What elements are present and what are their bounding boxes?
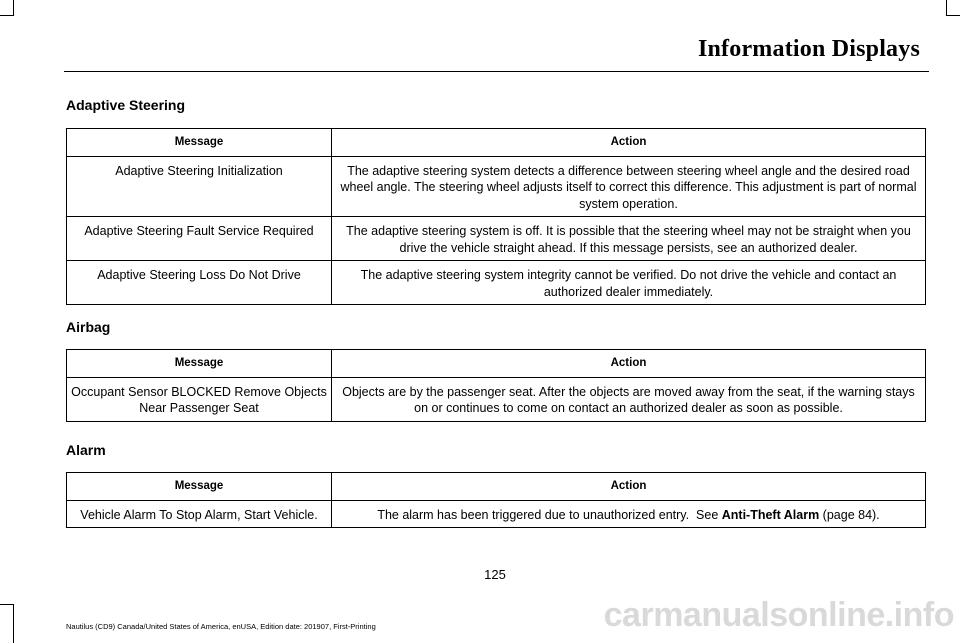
adaptive-steering-table	[66, 128, 926, 305]
table-header-row	[67, 473, 926, 501]
message-cell: Adaptive Steering Fault Service Required	[67, 217, 332, 261]
page-reference: (page 84).	[819, 507, 880, 522]
footer-edition-text: Nautilus (CD9) Canada/United States of America, enUSA, Edition date: 201907, First-Printing	[66, 622, 376, 631]
crop-mark	[0, 15, 14, 16]
crop-mark	[13, 604, 14, 643]
alarm-table	[66, 472, 926, 528]
action-text: The alarm has been triggered due to unauthorized entry. See	[377, 507, 722, 522]
crop-mark	[946, 0, 947, 16]
page-number: 125	[484, 567, 506, 582]
table-row	[67, 377, 926, 421]
column-header-action: Action	[332, 129, 926, 157]
message-cell: Adaptive Steering Initialization	[67, 156, 332, 217]
header-rule	[64, 71, 929, 72]
message-cell: Adaptive Steering Loss Do Not Drive	[67, 261, 332, 305]
column-header-message: Message	[67, 129, 332, 157]
action-cell: The adaptive steering system is off. It is possible that the steering wheel may not be straight when you drive the vehicle straight ahead. If this message persists, see an authorized dealer.	[332, 217, 926, 261]
column-header-message: Message	[67, 473, 332, 501]
crop-mark	[946, 15, 960, 16]
anti-theft-alarm-link[interactable]: Anti-Theft Alarm	[721, 507, 820, 522]
action-cell: Objects are by the passenger seat. After the objects are moved away from the seat, if the warning stays on or continues to come on contact an authorized dealer as soon as possible.	[332, 377, 926, 421]
action-cell	[332, 500, 926, 528]
table-row	[67, 217, 926, 261]
column-header-action: Action	[332, 473, 926, 501]
section-heading-airbag: Airbag	[66, 319, 111, 335]
column-header-action: Action	[332, 350, 926, 378]
table-row	[67, 156, 926, 217]
watermark: carmanualsonline.info	[603, 596, 954, 634]
table-row	[67, 261, 926, 305]
action-cell: The adaptive steering system integrity cannot be verified. Do not drive the vehicle and contact an authorized dealer immediately.	[332, 261, 926, 305]
page-header-title: Information Displays	[697, 36, 920, 62]
column-header-message: Message	[67, 350, 332, 378]
section-heading-adaptive-steering: Adaptive Steering	[66, 97, 186, 113]
message-cell: Vehicle Alarm To Stop Alarm, Start Vehicle.	[67, 500, 332, 528]
section-heading-alarm: Alarm	[66, 442, 106, 458]
message-cell: Occupant Sensor BLOCKED Remove Objects Near Passenger Seat	[67, 377, 332, 421]
airbag-table	[66, 349, 926, 422]
crop-mark	[0, 604, 14, 605]
table-header-row	[67, 350, 926, 378]
crop-mark	[13, 0, 14, 16]
table-header-row	[67, 129, 926, 157]
action-cell: The adaptive steering system detects a difference between steering wheel angle and the desired road wheel angle. The steering wheel adjusts itself to correct this difference. This adjustment is part of normal system operation.	[332, 156, 926, 217]
table-row	[67, 500, 926, 528]
